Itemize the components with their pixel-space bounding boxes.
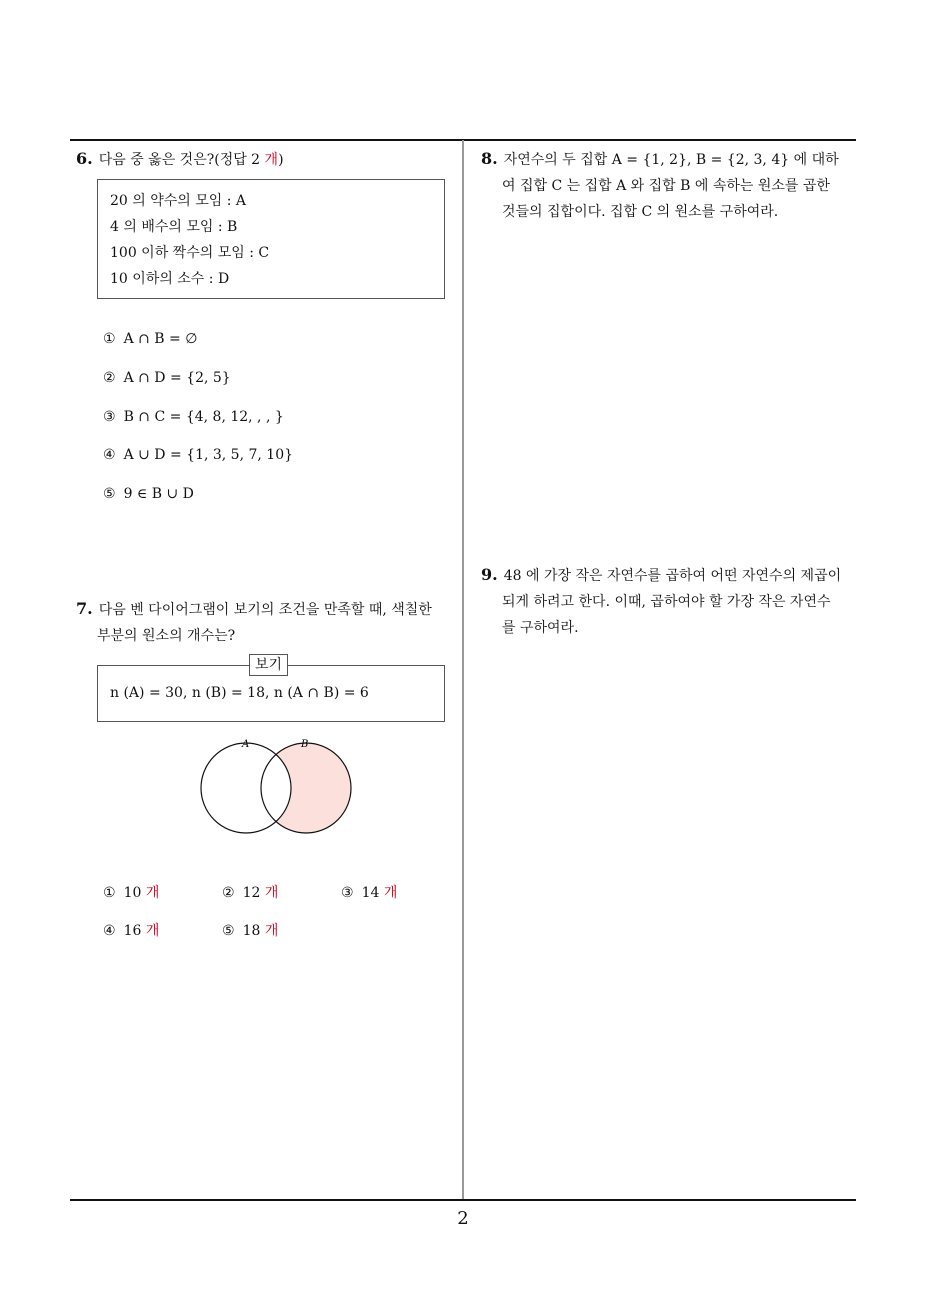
question-7-number: 7.	[76, 599, 93, 618]
question-9-line2: 되게 하려고 한다. 이때, 곱하여야 할 가장 작은 자연수	[502, 594, 831, 610]
venn-diagram	[190, 735, 360, 840]
option-text: A ∩ D = {2, 5}	[123, 370, 231, 386]
question-9-line3: 를 구하여라.	[502, 620, 579, 636]
option-unit: 개	[264, 885, 279, 901]
question-9-stem	[481, 562, 861, 641]
question-6-option-2[interactable]	[103, 370, 231, 386]
option-text: 9 ∈ B ∪ D	[123, 486, 194, 502]
question-7-option-1[interactable]	[103, 882, 159, 902]
option-mark: ④	[103, 447, 116, 463]
option-value: 12	[242, 885, 261, 901]
bogi-condition: n (A) = 30, n (B) = 18, n (A ∩ B) = 6	[110, 685, 369, 701]
option-mark: ①	[103, 885, 116, 901]
question-8-line1: 자연수의 두 집합 A = {1, 2}, B = {2, 3, 4} 에 대하	[503, 152, 839, 168]
question-7-option-3[interactable]	[341, 882, 397, 902]
option-value: 16	[123, 923, 142, 939]
question-8-line2: 여 집합 C 는 집합 A 와 집합 B 에 속하는 원소를 곱한	[502, 178, 830, 194]
option-mark: ②	[103, 370, 116, 386]
option-value: 10	[123, 885, 142, 901]
option-text: B ∩ C = {4, 8, 12, , , }	[123, 409, 284, 425]
question-8-stem	[481, 146, 861, 225]
question-9-line1: 48 에 가장 작은 자연수를 곱하여 어떤 자연수의 제곱이	[503, 568, 842, 584]
question-6-stem	[76, 146, 284, 173]
definition-line: 4 의 배수의 모임 : B	[110, 219, 238, 235]
option-unit: 개	[145, 885, 160, 901]
question-8-number: 8.	[481, 149, 498, 168]
question-9-number: 9.	[481, 565, 498, 584]
question-7-stem	[76, 596, 460, 649]
option-mark: ⑤	[222, 923, 235, 939]
option-mark: ③	[103, 409, 116, 425]
option-unit: 개	[145, 923, 160, 939]
venn-label-b: B	[301, 739, 309, 750]
question-6-unit: 개	[264, 152, 279, 168]
question-7-option-2[interactable]	[222, 882, 278, 902]
option-mark: ②	[222, 885, 235, 901]
question-7-line1: 다음 벤 다이어그램이 보기의 조건을 만족할 때, 색칠한	[98, 602, 432, 618]
page-number: 2	[457, 1208, 469, 1229]
question-6-option-5[interactable]	[103, 486, 194, 502]
question-6-option-1[interactable]	[103, 331, 197, 347]
question-6-definition-box	[97, 179, 445, 299]
option-mark: ①	[103, 331, 116, 347]
definition-line: 10 이하의 소수 : D	[110, 271, 230, 287]
definition-line: 100 이하 짝수의 모임 : C	[110, 245, 270, 261]
question-6-text-end: )	[278, 152, 284, 168]
question-8-line3: 것들의 집합이다. 집합 C 의 원소를 구하여라.	[502, 204, 779, 220]
bogi-label: 보기	[249, 654, 288, 676]
question-6-text: 다음 중 옳은 것은?(정답 2	[98, 152, 265, 168]
option-mark: ⑤	[103, 486, 116, 502]
option-unit: 개	[264, 923, 279, 939]
question-6-number: 6.	[76, 149, 93, 168]
option-value: 14	[361, 885, 380, 901]
question-6-option-3[interactable]	[103, 409, 284, 425]
option-text: A ∪ D = {1, 3, 5, 7, 10}	[123, 447, 294, 463]
option-text: A ∩ B = ∅	[123, 331, 198, 347]
bottom-rule	[70, 1199, 856, 1201]
option-value: 18	[242, 923, 261, 939]
venn-label-a: A	[242, 739, 250, 750]
question-7-bogi-box	[97, 657, 445, 722]
question-6-option-4[interactable]	[103, 447, 293, 463]
question-7-line2: 부분의 원소의 개수는?	[97, 628, 236, 644]
option-mark: ④	[103, 923, 116, 939]
definition-line: 20 의 약수의 모임 : A	[110, 193, 247, 209]
question-7-option-5[interactable]	[222, 920, 278, 940]
option-unit: 개	[383, 885, 398, 901]
question-7-option-4[interactable]	[103, 920, 159, 940]
column-divider	[462, 140, 464, 1200]
option-mark: ③	[341, 885, 354, 901]
